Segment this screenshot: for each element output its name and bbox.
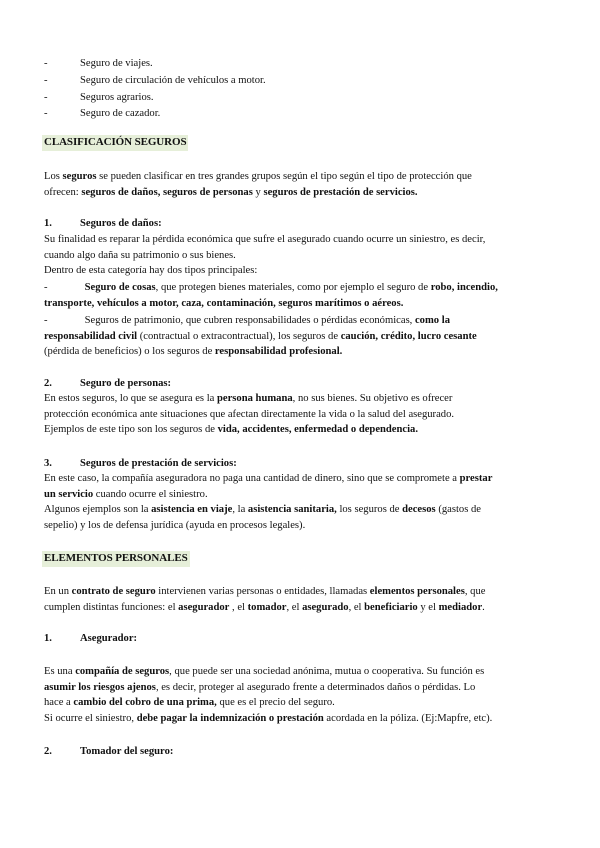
bold-text-run: un servicio [44,488,94,500]
bullet-dash: - [44,108,48,119]
text-run: Si ocurre el siniestro, [44,712,137,724]
text-line [44,664,564,680]
text-run: acordada en la póliza. (Ej:Mapfre, etc). [323,712,493,724]
bold-text-run: asistencia sanitaria, [247,504,337,515]
text-run: En estos seguros, lo que se asegura es la [44,393,217,404]
text-run: (pérdida de beneficios) o los seguros de [44,346,215,357]
bold-text-run: responsabilidad civil [44,330,138,342]
text-run: ofrecen: [44,186,82,198]
list-item-text: Seguro de circulación de vehículos a motor. [80,75,266,86]
text-line [44,584,564,600]
text-run: - [44,282,85,293]
text-run: En este caso, la compañía aseguradora no paga una cantidad de dinero, sino que se compromete a [44,473,460,484]
text-line [44,422,564,438]
bold-text-run: transporte, vehículos a motor, caza, contaminación, seguros marítimos o aéreos. [44,297,404,309]
bold-text-run: como la [414,315,450,326]
text-line [44,502,564,518]
text-line [44,680,564,696]
section-heading-clasificacion: CLASIFICACIÓN SEGUROS [42,135,188,151]
heading-number: 2. [44,378,52,389]
bold-text-run: Seguro de cosas [84,282,156,293]
heading-title: Seguros de daños: [80,218,162,229]
text-run: y el [417,601,439,613]
elementos-personales-intro [44,584,564,615]
bold-text-run: robo, incendio, [430,282,498,293]
text-run: Su finalidad es reparar la pérdida económica que sufre el asegurado cuando ocurre un siniestro, es decir, [44,234,486,245]
heading-number: 1. [44,633,52,644]
text-run: Los [44,171,63,182]
bold-text-run: tomador [247,601,287,613]
bold-text-run: compañía de seguros [75,666,170,677]
text-line [44,296,564,312]
text-run: los seguros de [336,504,403,515]
text-run: Es una [44,666,76,677]
text-line [44,600,564,616]
text-run: cumplen distintas funciones: el [44,601,179,613]
text-run: cuando algo daña su patrimonio o sus bienes. [44,249,236,261]
text-run: protección económica ante situaciones que afectan directamente la vida o la salud del asegurado. [44,408,455,420]
text-run: , que protegen bienes materiales, como por ejemplo el seguro de [155,282,431,293]
heading-number: 1. [44,218,52,229]
text-line [44,471,564,487]
list-item-text: Seguro de viajes. [80,58,153,69]
text-run: Ejemplos de este tipo son los seguros de [44,424,218,435]
bold-text-run: asistencia en viaje [151,504,233,515]
text-run: y [252,186,264,198]
bold-text-run: contrato de seguro [71,586,156,597]
bold-text-run: asegurado [302,601,349,613]
seguro-patrimonio-bullet [44,313,564,360]
heading-title: Tomador del seguro: [80,746,174,757]
bold-text-run: caución, crédito, lucro cesante [340,330,477,342]
heading-title: Seguros de prestación de servicios: [80,458,237,469]
list-item-text: Seguro de cazador. [80,108,161,119]
text-line [44,313,564,329]
text-run: , es decir, proteger al asegurado frente a determinados daños o pérdidas. Lo [155,681,476,693]
prestacion-servicios-paragraph [44,471,564,533]
bold-text-run: seguros de prestación de servicios. [263,186,418,198]
bullet-dash: - [44,92,48,103]
text-run: Algunos ejemplos son la [44,504,152,515]
text-line [44,407,564,423]
bold-text-run: mediador [438,601,483,613]
text-run: intervienen varias personas o entidades, llamadas [155,586,370,597]
heading-number: 2. [44,746,52,757]
bold-text-run: asegurador [178,601,230,613]
bold-text-run: responsabilidad profesional. [214,346,343,357]
seguros-danos-paragraph [44,232,564,279]
text-line [44,263,564,279]
text-line [44,344,564,360]
text-run: . [482,601,485,613]
heading-title: Asegurador: [80,633,138,644]
text-line [44,280,564,296]
text-line [44,391,564,407]
text-run: , el [286,601,303,613]
seguro-cosas-bullet [44,280,564,311]
bold-text-run: prestar [459,473,493,484]
text-run: hace a [44,697,74,708]
section-heading-elementos-personales: ELEMENTOS PERSONALES [42,551,190,567]
text-run: Dentro de esta categoría hay dos tipos principales: [44,265,258,276]
bold-text-run: elementos personales [369,586,465,597]
bold-text-run: decesos [402,504,436,515]
heading-title: Seguro de personas: [80,378,172,389]
seguro-personas-paragraph [44,391,564,438]
text-line [44,518,564,534]
bold-text-run: seguros [62,171,97,182]
text-line [44,169,564,185]
bold-text-run: cambio del cobro de una prima, [73,697,217,708]
text-run: , que [464,586,486,597]
bold-text-run: seguros de daños, seguros de personas [81,186,253,198]
text-line [44,487,564,503]
text-line [44,248,564,264]
bold-text-run: asumir los riesgos ajenos [44,681,156,693]
text-run: , la [232,504,248,515]
clasificacion-intro [44,169,564,200]
text-line [44,232,564,248]
text-run: , no sus bienes. Su objetivo es ofrecer [292,393,453,404]
text-run: (contractual o extracontractual), los seguros de [137,330,341,342]
text-run: , el [348,601,365,613]
text-run: - Seguros de patrimonio, que cubren responsabilidades o pérdidas económicas, [44,315,415,326]
text-run: cuando ocurre el siniestro. [93,488,208,500]
bold-text-run: debe pagar la indemnización o prestación [136,712,324,724]
bullet-dash: - [44,58,48,69]
text-line [44,695,564,711]
text-run: (gastos de [435,504,481,515]
text-line [44,329,564,345]
text-run: que es el precio del seguro. [216,697,335,708]
text-run: , el [229,601,248,613]
text-run: En un [44,586,72,597]
bold-text-run: persona humana [217,393,293,404]
text-line [44,185,564,201]
text-line [44,711,564,727]
text-run: sepelio) y los de defensa jurídica (ayuda en procesos legales). [44,519,306,531]
bold-text-run: vida, accidentes, enfermedad o dependencia. [217,424,418,435]
asegurador-paragraph [44,664,564,726]
text-run: , que puede ser una sociedad anónima, mutua o cooperativa. Su función es [169,666,485,677]
bold-text-run: beneficiario [364,601,418,613]
text-run: se pueden clasificar en tres grandes grupos según el tipo según el tipo de protección que [96,171,472,182]
list-item-text: Seguros agrarios. [80,92,154,103]
bullet-dash: - [44,75,48,86]
heading-number: 3. [44,458,52,469]
